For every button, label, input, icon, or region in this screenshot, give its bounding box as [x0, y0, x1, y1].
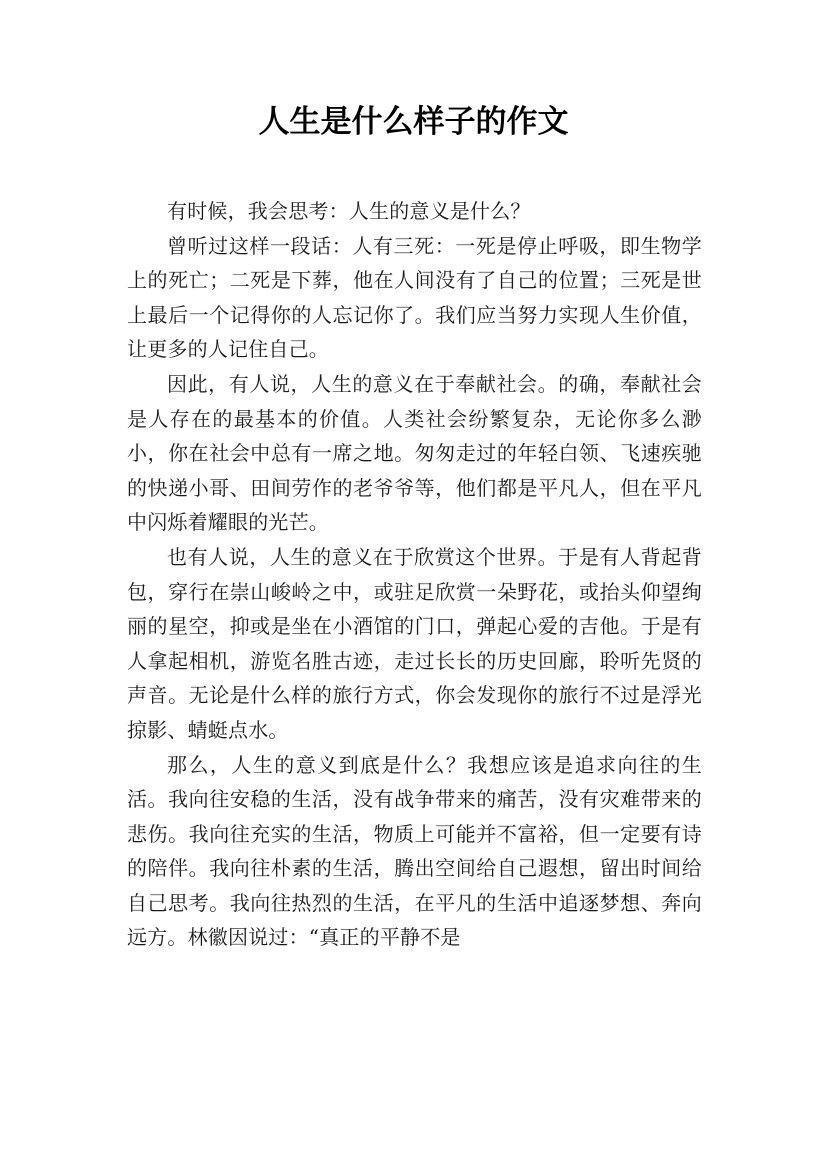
- document-title: 人生是什么样子的作文: [258, 104, 569, 140]
- paragraph-5: 那么，人生的意义到底是什么？我想应该是追求向往的生活。我向往安稳的生活，没有战争带来的痛苦，没有灾难带来的悲伤。我向往充实的生活，物质上可能并不富裕，但一定要有诗的陪伴。我向往朴素的生活，腾出空间给自己遐想，留出时间给自己思考。我向往热烈的生活，在平凡的生活中追逐梦想、奔向远方。林徽因说过：“真正的平静不是: [127, 752, 702, 950]
- document-body: [127, 194, 702, 955]
- paragraph-2: 曾听过这样一段话：人有三死：一死是停止呼吸，即生物学上的死亡；二死是下葬，他在人间没有了自己的位置；三死是世上最后一个记得你的人忘记你了。我们应当努力实现人生价值，让更多的人记住自己。: [127, 233, 702, 362]
- paragraph-1: 有时候，我会思考：人生的意义是什么？: [167, 199, 531, 223]
- paragraph-3: 因此，有人说，人生的意义在于奉献社会。的确，奉献社会是人存在的最基本的价值。人类社会纷繁复杂，无论你多么渺小，你在社会中总有一席之地。匆匆走过的年轻白领、飞速疾驰的快递小哥、田间劳作的老爷爷等，他们都是平凡人，但在平凡中闪烁着耀眼的光芒。: [127, 371, 702, 535]
- paragraph-4: 也有人说，人生的意义在于欣赏这个世界。于是有人背起背包，穿行在崇山峻岭之中，或驻足欣赏一朵野花，或抬头仰望绚丽的星空，抑或是坐在小酒馆的门口，弹起心爱的吉他。于是有人拿起相机，游览名胜古迹，走过长长的历史回廊，聆听先贤的声音。无论是什么样的旅行方式，你会发现你的旅行不过是浮光掠影、蜻蜓点水。: [127, 544, 702, 742]
